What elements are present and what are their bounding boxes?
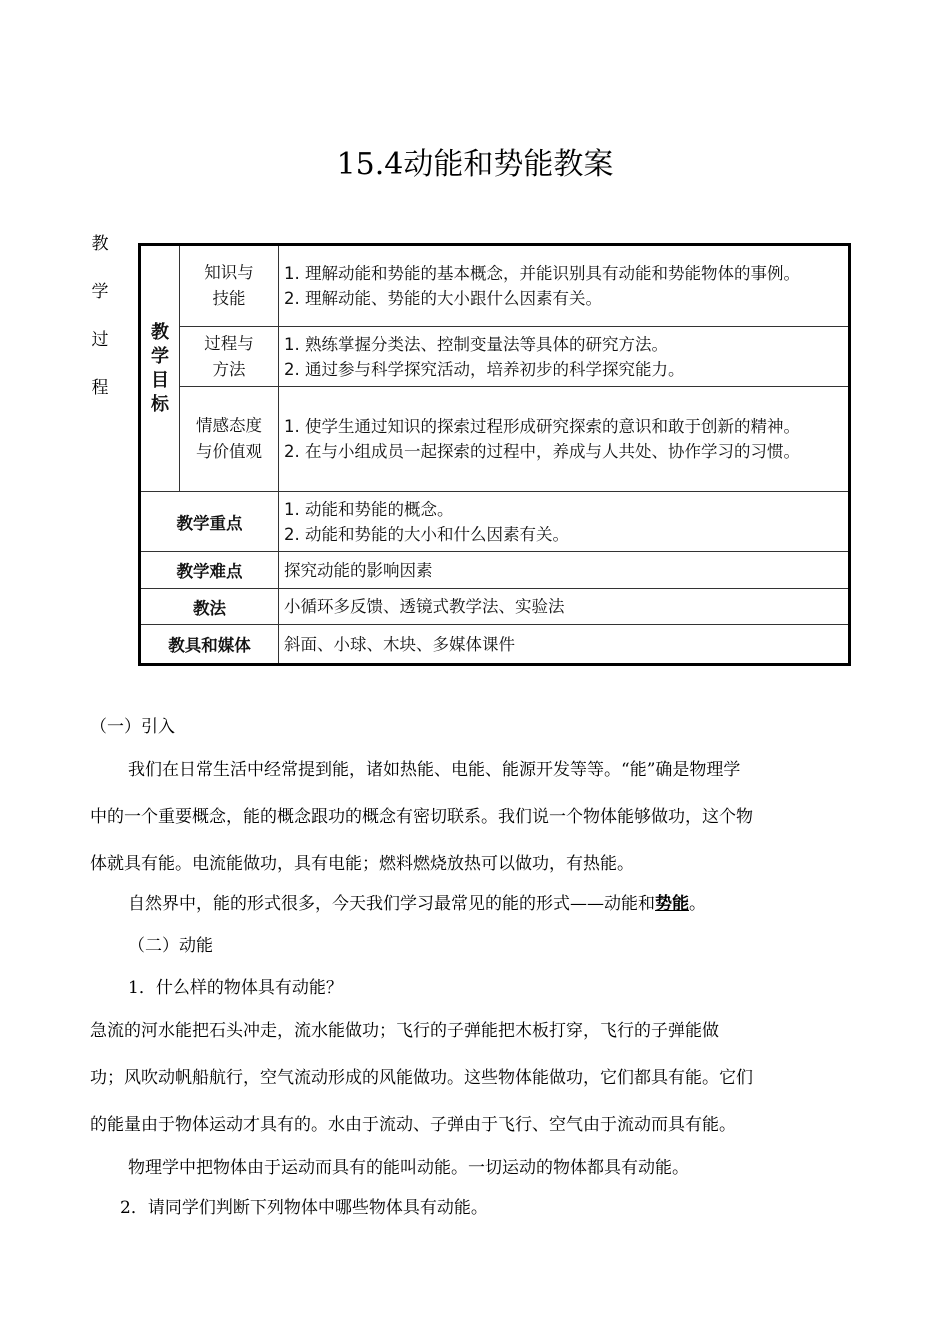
paragraph-line: 自然界中，能的形式很多，今天我们学习最常见的能的形式——动能和势能。: [128, 894, 706, 914]
goal-attitude-label: 情感态度 与价值观: [180, 387, 279, 492]
key-points-content: 1. 动能和势能的概念。 2. 动能和势能的大小和什么因素有关。: [279, 492, 850, 552]
goal-process-content: 1. 熟练掌握分类法、控制变量法等具体的研究方法。 2. 通过参与科学探究活动，培养初步的科学探究能力。: [279, 327, 850, 387]
key-points-label: 教学重点: [140, 492, 279, 552]
section-heading: （二）动能: [128, 936, 213, 956]
paragraph-line: 急流的河水能把石头冲走，流水能做功；飞行的子弹能把木板打穿，飞行的子弹能做: [90, 1021, 719, 1041]
paragraph-line: 物理学中把物体由于运动而具有的能叫动能。一切运动的物体都具有动能。: [128, 1158, 689, 1178]
method-label: 教法: [140, 589, 279, 625]
paragraph-line: 体就具有能。电流能做功，具有电能；燃料燃烧放热可以做功，有热能。: [90, 854, 634, 874]
goal-knowledge-label: 知识与 技能: [180, 245, 279, 327]
goal-label: 教 学 目 标: [140, 245, 180, 492]
goal-process-label: 过程与 方法: [180, 327, 279, 387]
side-label-char: 程: [91, 378, 109, 398]
difficulty-content: 探究动能的影响因素: [279, 552, 850, 589]
side-label-char: 过: [91, 330, 109, 350]
paragraph-line: 中的一个重要概念，能的概念跟功的概念有密切联系。我们说一个物体能够做功，这个物: [90, 807, 753, 827]
difficulty-label: 教学难点: [140, 552, 279, 589]
tools-content: 斜面、小球、木块、多媒体课件: [279, 625, 850, 665]
question-line: 2．请同学们判断下列物体中哪些物体具有动能。: [120, 1198, 488, 1218]
method-content: 小循环多反馈、透镜式教学法、实验法: [279, 589, 850, 625]
section-heading: （一）引入: [90, 717, 175, 737]
side-label-char: 教: [91, 234, 109, 254]
paragraph-line: 我们在日常生活中经常提到能，诸如热能、电能、能源开发等等。“能”确是物理学: [128, 760, 741, 780]
side-label-char: 学: [91, 282, 109, 302]
side-label: [88, 220, 112, 412]
tools-label: 教具和媒体: [140, 625, 279, 665]
paragraph-line: 功；风吹动帆船航行，空气流动形成的风能做功。这些物体能做功，它们都具有能。它们: [90, 1068, 753, 1088]
goal-attitude-content: 1. 使学生通过知识的探索过程形成研究探索的意识和敢于创新的精神。 2. 在与小组成员一起探索的过程中，养成与人共处、协作学习的习惯。: [279, 387, 850, 492]
paragraph-line: 的能量由于物体运动才具有的。水由于流动、子弹由于飞行、空气由于流动而具有能。: [90, 1115, 736, 1135]
potential-energy-link[interactable]: 势能: [655, 894, 689, 914]
page-title: 15.4动能和势能教案: [336, 147, 614, 182]
question-line: 1．什么样的物体具有动能？: [128, 978, 343, 998]
goal-knowledge-content: 1. 理解动能和势能的基本概念，并能识别具有动能和势能物体的事例。 2. 理解动能、势能的大小跟什么因素有关。: [279, 245, 850, 327]
lesson-plan-table: [138, 243, 851, 666]
